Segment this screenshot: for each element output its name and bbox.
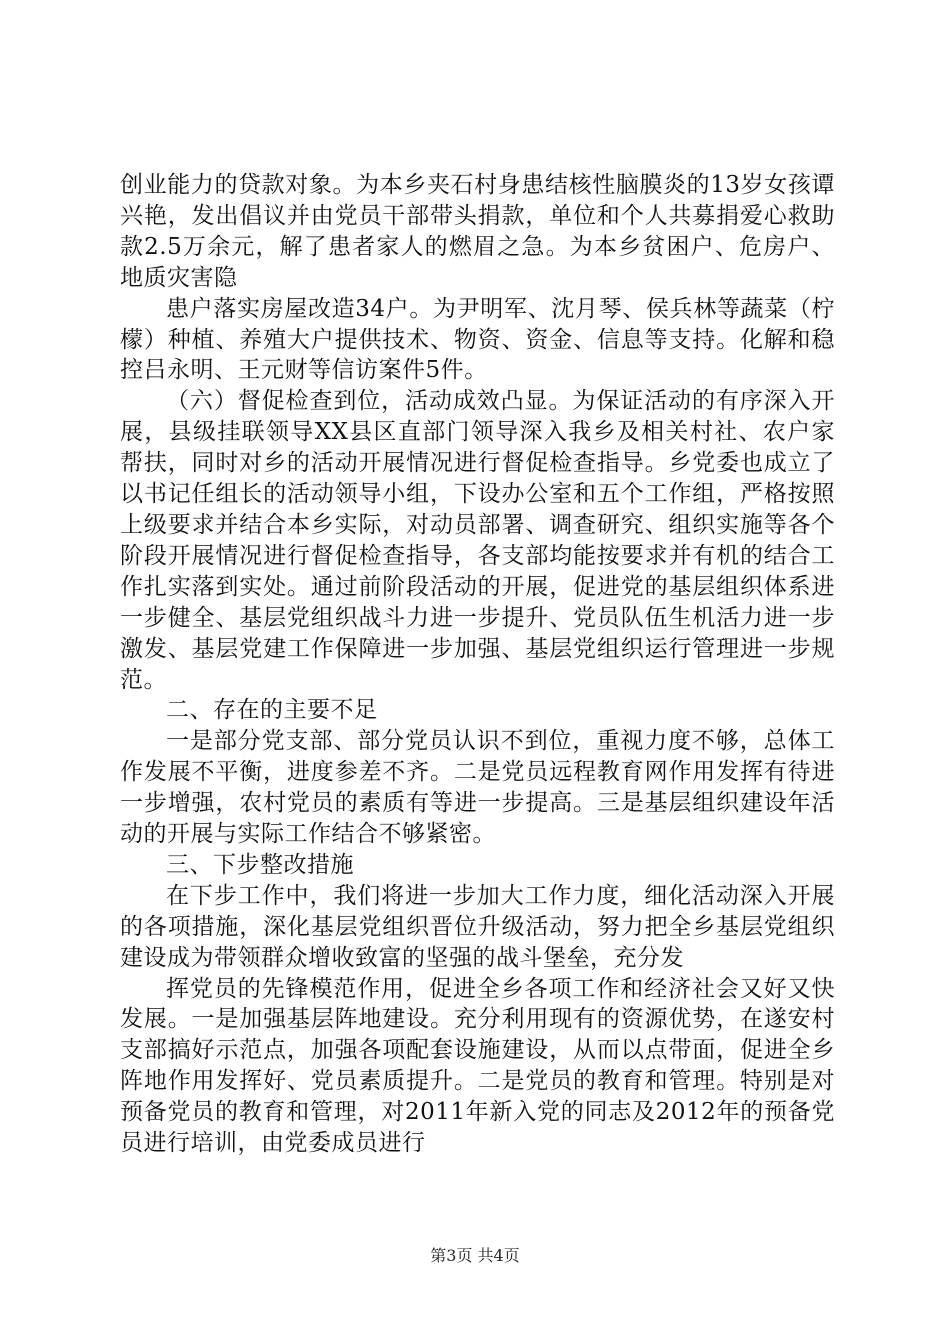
paragraph-2: 患户落实房屋改造34户。为尹明军、沈月琴、侯兵林等蔬菜（柠檬）种植、养殖大户提供技术、物资、资金、信息等支持。化解和稳控吕永明、王元财等信访案件5件。 [120,295,835,384]
section-heading-3: 三、下步整改措施 [166,851,354,878]
paragraph-1: 创业能力的贷款对象。为本乡夹石村身患结核性脑膜炎的13岁女孩谭兴艳，发出倡议并由党员干部带头捐款，单位和个人共募捐爱心救助款2.5万余元，解了患者家人的燃眉之急。为本乡贫困户、危房户、地质灾害隐 [120,172,835,291]
paragraph-6: 挥党员的先锋模范作用，促进全乡各项工作和经济社会又好又快发展。一是加强基层阵地建设。充分利用现有的资源优势，在遂安村支部搞好示范点，加强各项配套设施建设，从而以点带面，促进全乡阵地作用发挥好、党员素质提升。二是党员的教育和管理。特别是对预备党员的教育和管理，对2011年新入党的同志及2012年的预备党员进行培训，由党委成员进行 [120,975,835,1157]
document-body [120,170,835,1159]
paragraph-4: 一是部分党支部、部分党员认识不到位，重视力度不够，总体工作发展不平衡，进度参差不齐。二是党员远程教育网作用发挥有待进一步增强，农村党员的素质有等进一步提高。三是基层组织建设年活动的开展与实际工作结合不够紧密。 [120,728,835,848]
paragraph-5: 在下步工作中，我们将进一步加大工作力度，细化活动深入开展的各项措施，深化基层党组织晋位升级活动，努力把全乡基层党组织建设成为带领群众增收致富的坚强的战斗堡垒，充分发 [120,882,835,971]
section-heading-2: 二、存在的主要不足 [166,697,378,724]
paragraph-3: （六）督促检查到位，活动成效凸显。为保证活动的有序深入开展，县级挂联领导XX县区直部门领导深入我乡及相关村社、农户家帮扶，同时对乡的活动开展情况进行督促检查指导。乡党委也成立了以书记任组长的活动领导小组，下设办公室和五个工作组，严格按照上级要求并结合本乡实际，对动员部署、调查研究、组织实施等各个阶段开展情况进行督促检查指导，各支部均能按要求并有机的结合工作扎实落到实处。通过前阶段活动的开展，促进党的基层组织体系进一步健全、基层党组织战斗力进一步提升、党员队伍生机活力进一步激发、基层党建工作保障进一步加强、基层党组织运行管理进一步规范。 [120,388,835,693]
page-number-footer: 第3页 共4页 [430,1246,520,1265]
